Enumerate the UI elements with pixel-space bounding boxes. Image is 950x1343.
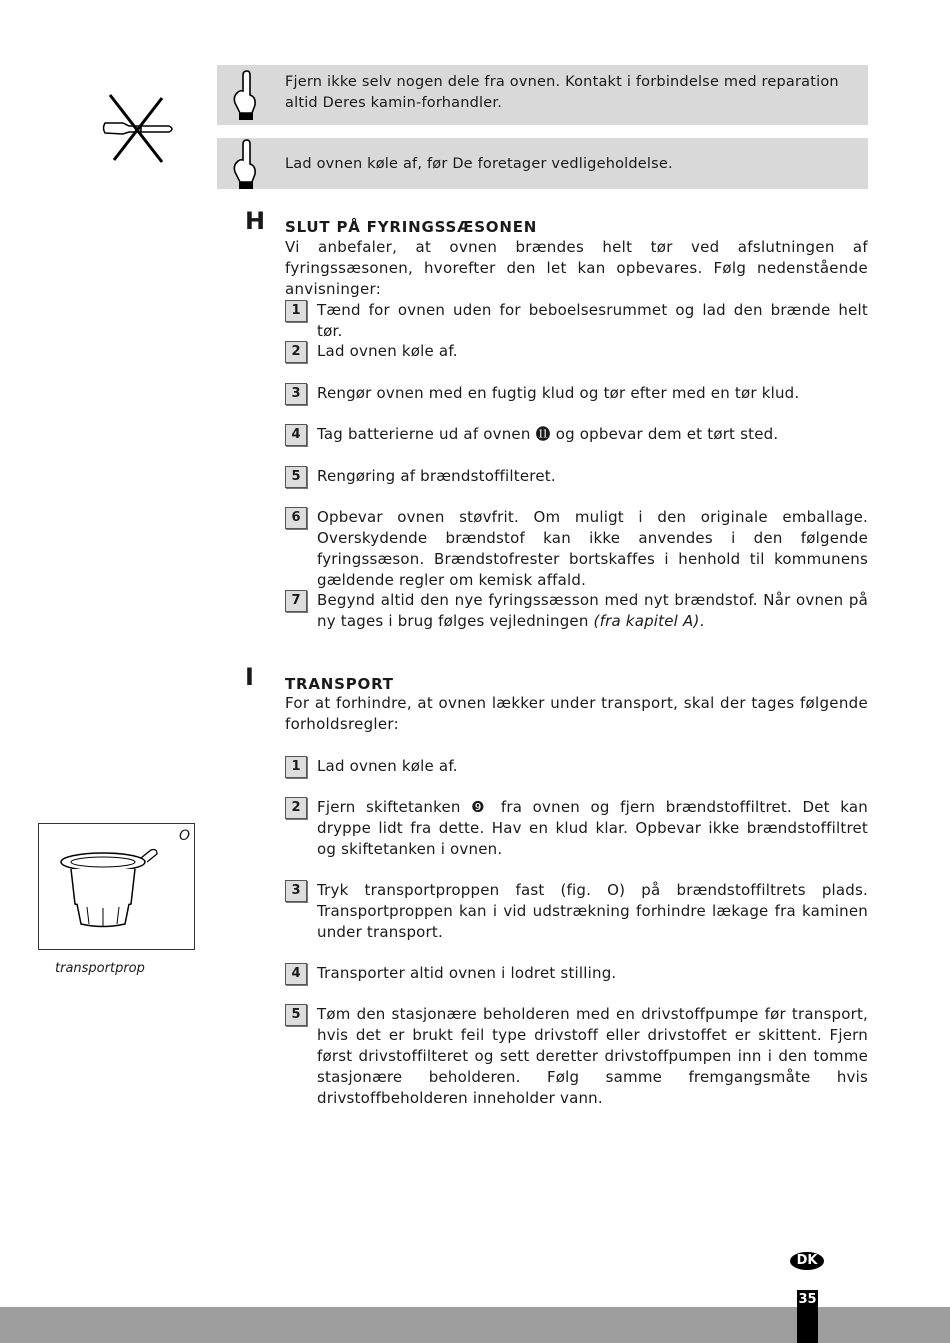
item-number: 2 [285, 341, 307, 363]
warning-note [217, 65, 868, 125]
list-item [285, 341, 868, 362]
item-text-end: . [699, 612, 705, 630]
list-item [285, 383, 868, 404]
item-text: Tryk transportproppen fast (fig. O) på brændstoffiltrets plads. Transportproppen kan i vid udstrækning forhindre lækage fra kaminen under transport. [317, 881, 868, 941]
item-text: Rengøring af brændstoffilteret. [317, 467, 556, 485]
chapter-reference: (fra kapitel A) [593, 612, 700, 630]
section-letter: I [245, 663, 254, 691]
list-item [285, 466, 868, 487]
item-text [317, 590, 868, 632]
pointing-hand-icon [231, 69, 261, 121]
section-title: SLUT PÅ FYRINGSSÆSONEN [285, 218, 538, 236]
figure-label: O [179, 828, 191, 844]
item-number: 5 [285, 466, 307, 488]
page-number: 35 [797, 1290, 818, 1343]
list-item [285, 1004, 868, 1109]
item-text: Lad ovnen køle af. [317, 342, 458, 360]
list-item [285, 797, 868, 860]
note-text: Fjern ikke selv nogen dele fra ovnen. Kontakt i forbindelse med reparation altid Deres kamin-forhandler. [285, 74, 839, 111]
warning-note [217, 138, 868, 189]
transport-plug-illustration [57, 844, 167, 934]
item-text-main: Begynd altid den nye fyringssæsson med nyt brændstof. Når ovnen på ny tages i brug følges vejledningen [317, 591, 868, 630]
item-number: 6 [285, 507, 307, 529]
section-title: TRANSPORT [285, 675, 394, 693]
figure-caption: transportprop [55, 961, 145, 976]
item-number: 3 [285, 383, 307, 405]
section-letter: H [245, 207, 266, 235]
item-text: Fjern skiftetanken ❾ fra ovnen og fjern brændstoffiltret. Det kan dryppe lidt fra dette. Hav en klud klar. Opbevar ikke brændstoffiltret og skiftetanken i ovnen. [317, 798, 868, 858]
list-item [285, 963, 868, 984]
list-item [285, 507, 868, 591]
item-text: Lad ovnen køle af. [317, 757, 458, 775]
item-text: Tænd for ovnen uden for beboelsesrummet og lad den brænde helt tør. [317, 301, 868, 340]
item-number: 3 [285, 880, 307, 902]
item-text: Opbevar ovnen støvfrit. Om muligt i den originale emballage. Overskydende brændstof kan ikke anvendes i den følgende fyringssæson. Brændstofrester bortskaffes i henhold til kommunens gældende regler om kemisk affald. [317, 508, 868, 589]
list-item [285, 756, 868, 777]
list-item [285, 880, 868, 943]
item-number: 1 [285, 756, 307, 778]
item-text: Tag batterierne ud af ovnen ⓫ og opbevar dem et tørt sted. [317, 425, 779, 443]
pointing-hand-icon [231, 138, 261, 190]
figure-transport-plug [38, 823, 195, 950]
language-badge: DK [790, 1252, 824, 1270]
list-item [285, 424, 868, 445]
item-text: Tøm den stasjonære beholderen med en drivstoffpumpe før transport, hvis det er brukt feil type drivstoff eller drivstoffet er skittent. Fjern først drivstoffilteret og sett deretter drivstoffpumpen inn i den tomme stasjonære beholderen. Følg samme fremgangsmåte hvis drivstoffbeholderen inneholder vann. [317, 1005, 868, 1107]
note-text: Lad ovnen køle af, før De foretager vedligeholdelse. [285, 156, 673, 172]
item-number: 7 [285, 590, 307, 612]
item-text: Transporter altid ovnen i lodret stilling. [317, 964, 617, 982]
item-text: Rengør ovnen med en fugtig klud og tør efter med en tør klud. [317, 384, 800, 402]
section-intro: For at forhindre, at ovnen lækker under transport, skal der tages følgende forholdsregler: [285, 694, 868, 733]
list-item [285, 300, 868, 342]
section-intro: Vi anbefaler, at ovnen brændes helt tør ved afslutningen af fyringssæsonen, hvorefter den let kan opbevares. Følg nedenstående anvisninger: [285, 238, 868, 298]
item-number: 5 [285, 1004, 307, 1026]
no-screwdriver-icon [100, 92, 180, 164]
item-number: 1 [285, 300, 307, 322]
item-number: 4 [285, 424, 307, 446]
list-item [285, 590, 868, 632]
item-number: 2 [285, 797, 307, 819]
item-number: 4 [285, 963, 307, 985]
